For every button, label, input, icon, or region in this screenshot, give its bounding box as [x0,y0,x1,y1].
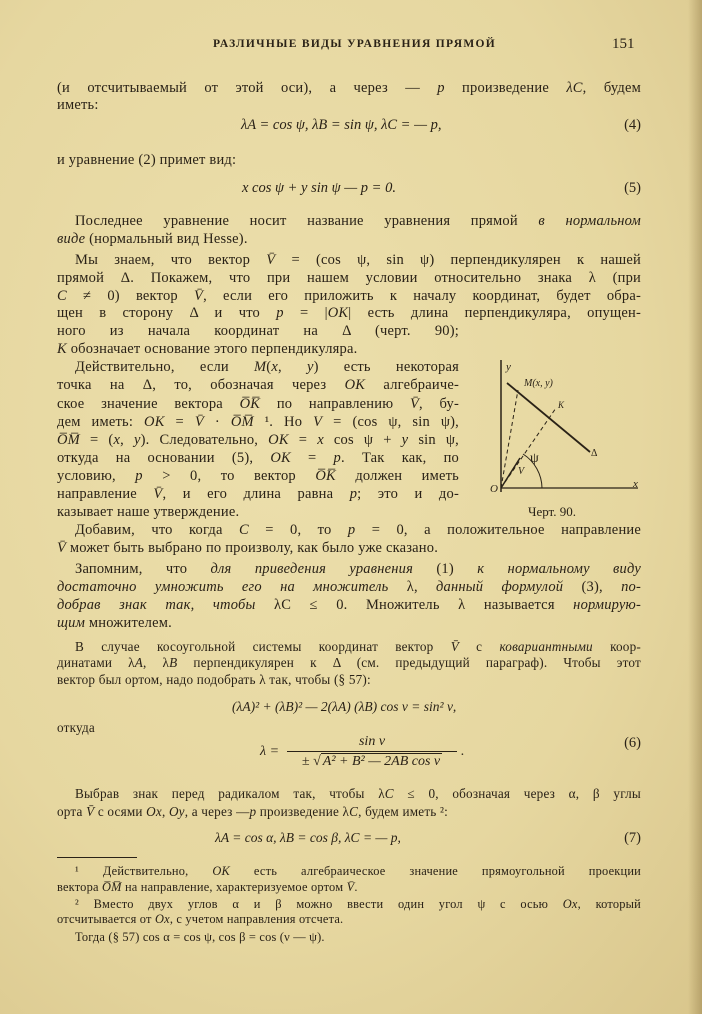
text-line [57,467,459,485]
text-segment: y [134,432,141,448]
x-axis-label: x [633,478,638,490]
text-segment: , λ [143,655,170,670]
equation-4: λA = cos ψ, λB = sin ψ, λC = — p, [241,117,442,133]
text-line [57,395,459,413]
y-axis-label: y [506,361,511,373]
equation-6-numerator: sin ν [287,734,457,752]
line-delta-label: Δ [591,448,598,459]
text-segment: C [57,288,67,304]
equation-6-radicand: A² + B² — 2AB cos ν [322,754,441,769]
text-segment: = [290,450,334,466]
text-segment: Запомним, что [75,561,211,577]
text-segment: p [249,804,257,819]
text-segment: V̄ [57,540,67,556]
text-segment: вектор был ортом, надо подобрать λ так, чтобы (§ 57): [57,672,371,687]
text-segment: ковариантными [499,639,593,654]
text-segment: > 0, то вектор [142,468,316,484]
equation-5: x cos ψ + y sin ψ — p = 0. [242,180,396,196]
text-segment: может быть выбрано по произволу, как было уже сказано. [66,540,439,556]
text-segment: по- [621,579,641,595]
footnote-line [57,878,641,896]
text-segment: множителем. [85,615,172,631]
text-segment: достаточно умножить его на множитель [57,579,389,595]
text-segment: данный формулой [436,579,564,595]
text-segment: иметь: [57,97,99,113]
text-segment: | есть длина перпендикуляра, опущен- [348,305,641,321]
point-k-label: K [558,400,565,410]
text-line [57,596,641,614]
text-segment: , будем [582,80,641,96]
text-segment: V̄ [450,639,459,654]
text-segment: Действительно, если [75,359,255,375]
text-line [75,251,641,269]
text-segment: Ox [562,897,578,911]
text-line [57,269,641,287]
text-segment: коор- [592,639,641,654]
text-segment: нормирую- [573,597,641,613]
text-line [75,212,641,230]
text-line [57,322,459,340]
text-segment: V [313,414,323,430]
equation-5-number: (5) [624,180,641,196]
vector-v-label: V [518,466,525,477]
running-title: РАЗЛИЧНЫЕ ВИДЫ УРАВНЕНИЯ ПРЯМОЙ [213,38,496,50]
text-segment: и уравнение (2) примет вид: [57,152,237,168]
text-segment: OK [270,450,291,466]
footnote-rule [57,857,137,858]
text-segment: Oy [168,804,185,819]
text-segment: p [135,468,143,484]
angle-label: ψ [530,451,539,466]
text-segment: V̄ [409,396,419,412]
text-segment: OK [344,377,366,393]
text-segment: O̅M̅ [101,880,122,894]
text-segment: на направление, характеризуемое ортом [121,880,347,894]
text-segment: = | [283,305,328,321]
text-segment: = ( [79,432,114,448]
text-segment: = (cos ψ, sin ψ) перпендикулярен к нашей [275,252,641,268]
text-line [57,803,641,821]
page-number: 151 [612,36,635,52]
text-segment: . [354,880,358,894]
text-line [57,539,641,557]
equation-6-fraction [287,734,457,770]
text-segment: = 0, то [248,522,348,538]
text-segment: ² Вместо двух углов α и β можно ввести один угол ψ с осью [75,897,563,911]
text-segment: условию, [57,468,136,484]
text-segment: динатами λ [57,655,135,670]
text-segment: Ox [154,912,170,926]
text-segment: cos ψ + [323,432,402,448]
text-segment: ское значение вектора [57,396,240,412]
text-segment: V̄ [86,804,95,819]
text-line [57,485,459,503]
text-segment: для приведения уравнения [210,561,414,577]
text-segment: В случае косоугольной системы координат вектор [75,639,451,654]
text-segment: , [277,359,307,375]
text-segment: откуда на основании (5), [57,450,271,466]
text-line [57,151,641,169]
text-segment: OK [268,432,289,448]
text-segment: отсчитывается от [57,912,155,926]
text-segment: Последнее уравнение носит название уравнения прямой [75,213,539,229]
line-delta [507,383,590,452]
text-segment: , [120,432,134,448]
text-segment: , [161,804,169,819]
text-segment: V̄ [266,252,276,268]
text-segment: произведение [444,80,567,96]
text-segment: , если его приложить к началу координат, будет обра- [203,288,641,304]
text-segment: ) есть некоторая [313,359,459,375]
text-segment: C [384,786,394,801]
text-line [75,358,459,376]
text-segment: C [349,804,359,819]
text-segment: , будем иметь ²: [358,804,449,819]
text-segment: p [347,522,356,538]
origin-label: O [490,483,498,495]
text-segment: A [134,655,144,670]
equation-6-denominator [302,752,442,770]
text-segment: O̅K̅ [315,468,336,484]
equation-6-number: (6) [624,735,641,751]
text-segment: ≤ 0, обозначая через α, β углы [393,786,641,801]
text-segment: λC [566,80,583,96]
text-segment: O̅M̅ [57,432,80,448]
text-segment: щен в сторону Δ и что [57,305,277,321]
equation-6-sign: ± √ [301,754,321,769]
text-segment: (3), [563,579,622,595]
point-m-label: M(x, y) [524,378,553,389]
text-segment: (1) [413,561,478,577]
text-segment: ного из начала координат на Δ (черт. 90); [57,323,459,339]
text-line [57,230,641,248]
text-segment: x [271,359,278,375]
text-segment: алгебраиче- [365,377,459,393]
text-segment: C [239,522,249,538]
text-segment: OK [327,305,349,321]
text-segment: добрав знак так, чтобы [57,597,256,613]
text-segment: точка на Δ, то, обозначая через [57,377,345,393]
text-line [57,671,641,689]
text-segment: λC ≤ 0. Множитель λ называется [255,597,574,613]
text-segment: есть алгебраическое значение прямоугольной проекции [230,864,641,878]
text-segment: sin ψ, [408,432,459,448]
page-edge-shadow [688,0,702,1014]
text-segment: O̅M̅ [230,414,254,430]
text-segment: виде [57,231,86,247]
text-segment: Добавим, что когда [75,522,239,538]
text-segment: с осями [94,804,147,819]
text-segment: x [317,432,324,448]
text-segment: . Так как, по [341,450,459,466]
text-line [57,413,459,431]
text-segment: ). Следовательно, [140,432,269,448]
equation-6-period: . [461,744,465,759]
footnote-line [57,910,641,928]
figure-caption: Черт. 90. [528,504,577,519]
text-segment: Мы знаем, что вектор [75,252,267,268]
equation-6 [260,734,465,770]
text-segment: обозначает основание этого перпендикуляра. [66,341,358,357]
text-segment: вектора [57,880,102,894]
text-segment: казывает наше утверждение. [57,504,240,520]
text-segment: перпендикулярен к Δ (см. предыдущий параграф). Чтобы этот [177,655,641,670]
text-segment: ≠ 0) вектор [66,288,195,304]
text-segment: K [57,341,67,357]
text-segment: дем иметь: [57,414,145,430]
text-segment: по направлению [260,396,410,412]
text-segment: = [164,414,195,430]
text-segment: прямой Δ. Покажем, что при нашем условии относительно знака λ (при [57,270,641,286]
text-segment: B [169,655,178,670]
text-segment: x [113,432,121,448]
text-segment: , бу- [419,396,459,412]
text-line [57,96,641,114]
equation-7: λA = cos α, λB = cos β, λC = — p, [215,830,401,845]
text-segment: с [458,639,500,654]
text-segment: Ox [146,804,162,819]
text-segment: орта [57,804,87,819]
text-segment: = (cos ψ, sin ψ), [322,414,459,430]
equation-6-lhs: λ = [260,744,280,759]
text-segment: ¹. Но [253,414,314,430]
text-segment: p [276,305,284,321]
text-line [57,304,641,322]
text-line [75,560,641,578]
text-line [57,431,459,449]
figure-90 [470,350,650,530]
text-segment: y [401,432,409,448]
text-segment: щим [57,615,86,631]
text-line [57,578,641,596]
text-segment: , и его длина равна [162,486,350,502]
text-segment: (нормальный вид Hesse). [85,231,248,247]
text-segment: OK [212,864,230,878]
text-segment: должен иметь [335,468,459,484]
equation-4-number: (4) [624,117,641,133]
text-segment: V̄ [153,486,163,502]
text-segment: в нормальном [538,213,641,229]
text-line [57,376,459,394]
text-segment: O̅K̅ [239,396,261,412]
text-segment: λ, [388,579,436,595]
text-segment: = 0, а положительное направление [355,522,641,538]
text-segment: p [333,450,341,466]
text-segment: Выбрав знак перед радикалом так, чтобы λ [75,786,385,801]
text-segment: p [437,80,445,96]
text-line [57,287,641,305]
text-segment: , с учетом направления отсчета. [169,912,344,926]
footnote-line [75,928,641,946]
text-line [57,79,641,97]
text-segment: OK [144,414,165,430]
text-segment: ; это и до- [357,486,459,502]
text-segment: произведение λ [256,804,350,819]
text-segment: y [306,359,314,375]
equation-7-number: (7) [624,830,641,846]
text-segment: к нормальному виду [477,561,641,577]
text-segment: · [203,414,231,430]
equation-orthonormal: (λA)² + (λB)² — 2(λA) (λB) cos ν = sin² ν, [232,699,457,714]
text-segment: откуда [57,720,95,735]
text-segment: M [254,359,267,375]
text-line [57,654,641,672]
text-segment: = [288,432,318,448]
text-segment: , а через — [184,804,250,819]
text-segment: , который [577,897,641,911]
text-line [57,614,641,632]
text-segment: Тогда (§ 57) cos α = cos ψ, cos β = cos (ν — ψ). [75,930,325,944]
text-segment: ¹ Действительно, [75,864,213,878]
text-segment: (и отсчитываемый от этой оси), а через — [57,80,438,96]
text-line [57,449,459,467]
text-segment: V̄ [194,414,204,430]
text-segment: V̄ [346,880,355,894]
text-segment: p [349,486,358,502]
text-segment: направление [57,486,154,502]
text-segment: V̄ [194,288,204,304]
text-segment: ( [266,359,272,375]
text-line [75,785,641,803]
